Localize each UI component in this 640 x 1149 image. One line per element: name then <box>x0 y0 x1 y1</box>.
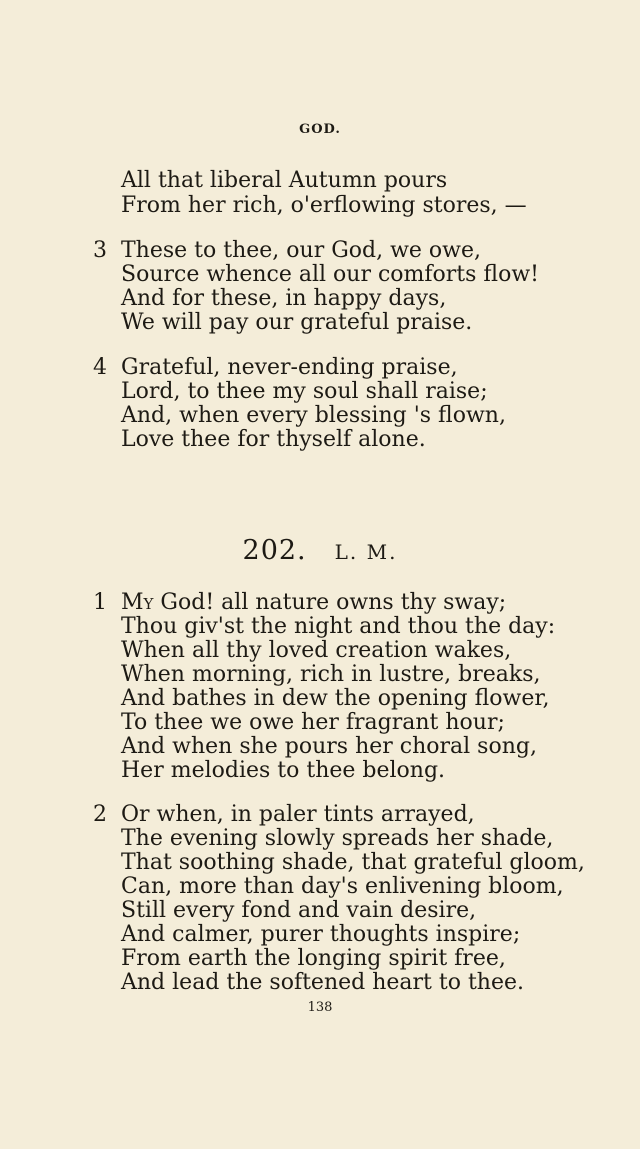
verse-line: From earth the longing spirit free, <box>121 946 506 971</box>
verse-line: The evening slowly spreads her shade, <box>121 826 554 851</box>
verse-line: That soothing shade, that grateful gloom, <box>121 850 585 875</box>
verse-line: Love thee for thyself alone. <box>121 427 426 452</box>
verse-line: Or when, in paler tints arrayed, <box>121 802 475 827</box>
verse-line: And calmer, purer thoughts inspire; <box>121 922 521 947</box>
verse-line: Source whence all our comforts flow! <box>121 262 540 287</box>
verse-line: And when she pours her choral song, <box>121 734 537 759</box>
verse-line: Thou giv'st the night and thou the day: <box>121 614 556 639</box>
verse-line: Still every fond and vain desire, <box>121 898 477 923</box>
verse-line: When all thy loved creation wakes, <box>121 638 512 663</box>
verse-line: Lord, to thee my soul shall raise; <box>121 379 488 404</box>
verse-line: And, when every blessing 's flown, <box>121 403 506 428</box>
hymn-meter: L. M. <box>334 540 398 564</box>
verse-line: Can, more than day's enlivening bloom, <box>121 874 564 899</box>
first-line-rest: God! all nature owns thy sway; <box>153 590 507 615</box>
verse-line: All that liberal Autumn pours <box>121 168 448 193</box>
stanza-number: 2 <box>93 802 107 827</box>
running-header: GOD. <box>299 122 341 137</box>
verse-line: From her rich, o'erflowing stores, — <box>121 193 527 218</box>
stanza-number: 3 <box>93 238 107 263</box>
page-number: 138 <box>307 1000 333 1015</box>
verse-line: And for these, in happy days, <box>121 286 447 311</box>
verse-line: Her melodies to thee belong. <box>121 758 446 783</box>
hymn-number: 202. <box>242 535 307 566</box>
verse-line: To thee we owe her fragrant hour; <box>121 710 505 735</box>
verse-line <box>121 591 506 615</box>
stanza-number: 4 <box>93 355 107 380</box>
verse-line: And lead the softened heart to thee. <box>121 970 524 995</box>
verse-line: And bathes in dew the opening flower, <box>121 686 550 711</box>
stanza-number: 1 <box>93 590 107 615</box>
verse-line: These to thee, our God, we owe, <box>121 238 482 263</box>
verse-line: We will pay our grateful praise. <box>121 310 473 335</box>
first-word-capital: M <box>121 590 144 615</box>
hymn-heading <box>0 536 640 567</box>
verse-line: Grateful, never-ending praise, <box>121 355 458 380</box>
verse-line: When morning, rich in lustre, breaks, <box>121 662 541 687</box>
first-word-small-caps: y <box>143 590 154 615</box>
